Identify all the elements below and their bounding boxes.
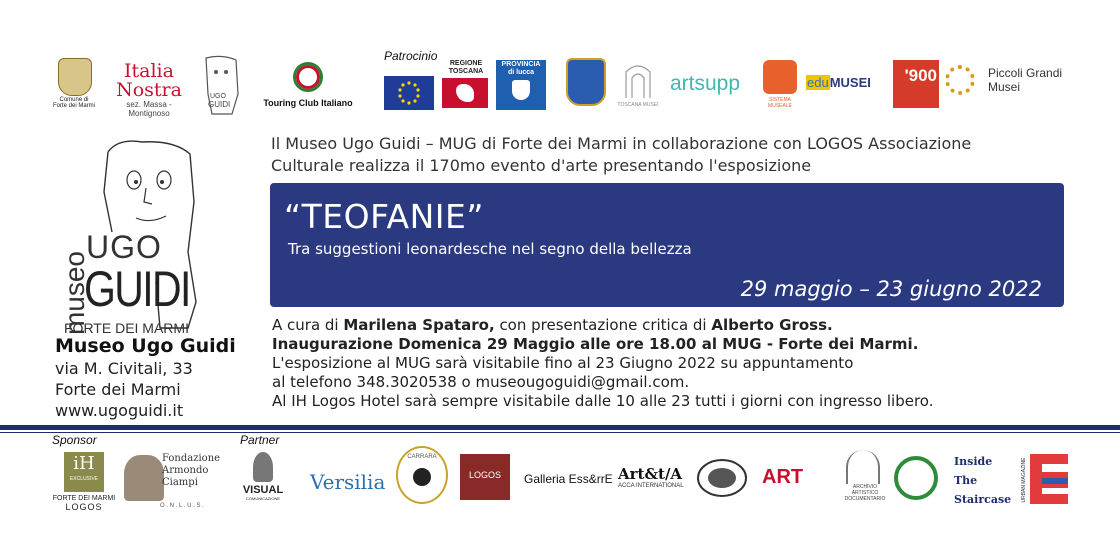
patrocinio-label: Patrocinio	[384, 49, 438, 63]
versilia-logo: Versilia	[310, 470, 386, 494]
critic-name: Alberto Gross.	[711, 316, 833, 334]
intro-line-1: Il Museo Ugo Guidi – MUG di Forte dei Marmi in collaborazione con LOGOS Associazione	[271, 134, 972, 153]
toscana-musei-caption: TOSCANA MUSEI	[617, 102, 659, 108]
urban-magazine-caption: URBAN MAGAZINE	[1021, 457, 1027, 503]
inside-line1: Inside	[954, 455, 993, 468]
exhibition-subtitle: Tra suggestioni leonardesche nel segno della bellezza	[288, 240, 692, 258]
piccoli-line2: Musei	[988, 80, 1021, 94]
artetra-name: Art&t/A	[618, 465, 683, 483]
archivio-tree-icon	[846, 450, 880, 484]
visual-statue-icon	[253, 452, 273, 482]
provincia-crest-icon	[512, 80, 530, 100]
curator-name: Marilena Spataro,	[343, 316, 495, 334]
museum-logo-forte: FORTE DEI MARMI	[64, 320, 189, 336]
carrara-emblem-icon	[413, 468, 431, 486]
contact-website-link[interactable]: www.ugoguidi.it	[55, 401, 184, 420]
italia-nostra-sub: sez. Massa - Montignoso	[126, 100, 172, 118]
museum-logo-museo: museo	[59, 250, 90, 336]
hotel-visit-line: Al IH Logos Hotel sarà sempre visitabile dalle 10 alle 23 tutti i giorni con ingresso libero.	[272, 392, 934, 410]
contact-city: Forte dei Marmi	[55, 380, 181, 399]
intro-text	[271, 133, 971, 177]
e-shield-icon	[894, 456, 938, 500]
eu-flag-icon	[384, 76, 434, 110]
archivio-logo: ARCHIVIO ARTISTICO DOCUMENTARIO	[844, 484, 886, 502]
ornament-emblem-icon	[696, 456, 748, 500]
critic-prefix: con presentazione critica di	[494, 316, 712, 334]
regione-toscana-logo	[442, 60, 490, 108]
edumusei-logo	[806, 72, 871, 91]
divider-thin	[0, 432, 1120, 433]
ih-logos-logo	[52, 452, 116, 512]
phone-email-line: al telefono 348.3020538 o museougoguidi@gmail.com.	[272, 373, 690, 391]
intro-line-2: Culturale realizza il 170mo evento d'arte presentando l'esposizione	[271, 156, 812, 175]
ih-caption-1: FORTE DEI MARMI	[52, 495, 116, 502]
comune-crest-logo	[58, 58, 92, 96]
visit-line: L'esposizione al MUG sarà visitabile fino al 23 Giugno 2022 su appuntamento	[272, 354, 854, 372]
provincia-caption: PROVINCIA di lucca	[501, 61, 541, 76]
curator-prefix: A cura di	[272, 316, 344, 334]
contact-block	[55, 334, 236, 421]
municipal-crest-icon	[566, 58, 606, 106]
inside-line2: The	[954, 474, 978, 487]
ih-mark: iH	[73, 453, 95, 474]
ih-caption-2: LOGOS	[65, 502, 103, 512]
italia-nostra-line2: Nostra	[116, 79, 182, 101]
contact-name: Museo Ugo Guidi	[55, 335, 236, 357]
art-red-logo: ART	[762, 466, 804, 488]
ih-badge	[64, 452, 104, 492]
carrara-logo	[396, 446, 448, 504]
toscana-900-number: '900	[904, 66, 937, 85]
piccoli-line1: Piccoli Grandi	[988, 66, 1063, 80]
piccoli-grandi-ring-icon	[945, 65, 975, 95]
exhibition-title: “TEOFANIE”	[284, 197, 484, 236]
inauguration-line: Inaugurazione Domenica 29 Maggio alle ore 18.00 al MUG - Forte dei Marmi.	[272, 335, 919, 353]
visual-sub: COMUNICAZIONE	[246, 496, 280, 501]
visual-logo	[238, 452, 288, 501]
provincia-lucca-logo	[496, 60, 546, 110]
sistema-museale-caption: SISTEMA MUSEALE	[768, 97, 792, 109]
italia-nostra-line1: Italia	[124, 60, 174, 82]
curator-line	[272, 316, 1072, 335]
inside-line3: Staircase	[954, 493, 1012, 506]
partner-label: Partner	[240, 433, 280, 447]
touring-caption: Touring Club Italiano	[263, 98, 353, 108]
touring-emblem-icon	[293, 62, 323, 92]
museum-logo-guidi: GUIDI	[84, 261, 190, 317]
ih-exclusive: EXCLUSIVE	[69, 476, 99, 482]
fondazione-portrait-icon	[124, 455, 164, 501]
visual-name: VISUAL	[242, 484, 284, 496]
carrara-label: CARRARA	[407, 454, 437, 460]
fondazione-logo: Fondazione Armondo Ciampi	[162, 453, 221, 488]
edumusei-musei: MUSEI	[829, 75, 871, 90]
exhibition-dates: 29 maggio – 23 giugno 2022	[740, 277, 1042, 301]
svg-text:GUIDI: GUIDI	[208, 100, 231, 109]
edumusei-edu: edu	[807, 75, 829, 90]
svg-text:UGO: UGO	[210, 93, 226, 100]
logos-badge-label: LOGOS	[468, 470, 501, 480]
fondazione-onlus: O . N . L . U . S .	[160, 503, 204, 509]
details-block	[272, 316, 1072, 411]
sistema-museale-logo	[760, 60, 800, 109]
sponsor-label: Sponsor	[52, 433, 97, 447]
piccoli-grandi-logo	[988, 66, 1062, 94]
artetra-logo	[618, 465, 684, 489]
sistema-museale-icon	[763, 60, 797, 94]
toscana-900-logo	[893, 60, 939, 108]
contact-street: via M. Civitali, 33	[55, 359, 193, 378]
museum-logo-ugo: UGO	[86, 229, 162, 265]
artsupp-logo: artsupp	[670, 72, 741, 95]
exhibition-banner	[270, 183, 1064, 307]
logos-badge-logo	[460, 454, 510, 500]
regione-toscana-caption: REGIONE TOSCANA	[448, 60, 484, 75]
urban-e-logo	[1030, 454, 1068, 504]
acca-caption: ACCA INTERNATIONAL	[618, 483, 684, 489]
galleria-logo: Galleria Ess&rrE	[524, 472, 613, 486]
touring-club-logo	[262, 62, 354, 108]
inside-staircase-logo	[954, 452, 1011, 509]
regione-toscana-flag-icon	[442, 78, 488, 108]
mug-small-logo	[198, 54, 246, 118]
italia-nostra-logo	[108, 62, 190, 118]
comune-caption: Comune di Forte dei Marmi	[52, 97, 95, 110]
divider-thick	[0, 425, 1120, 430]
